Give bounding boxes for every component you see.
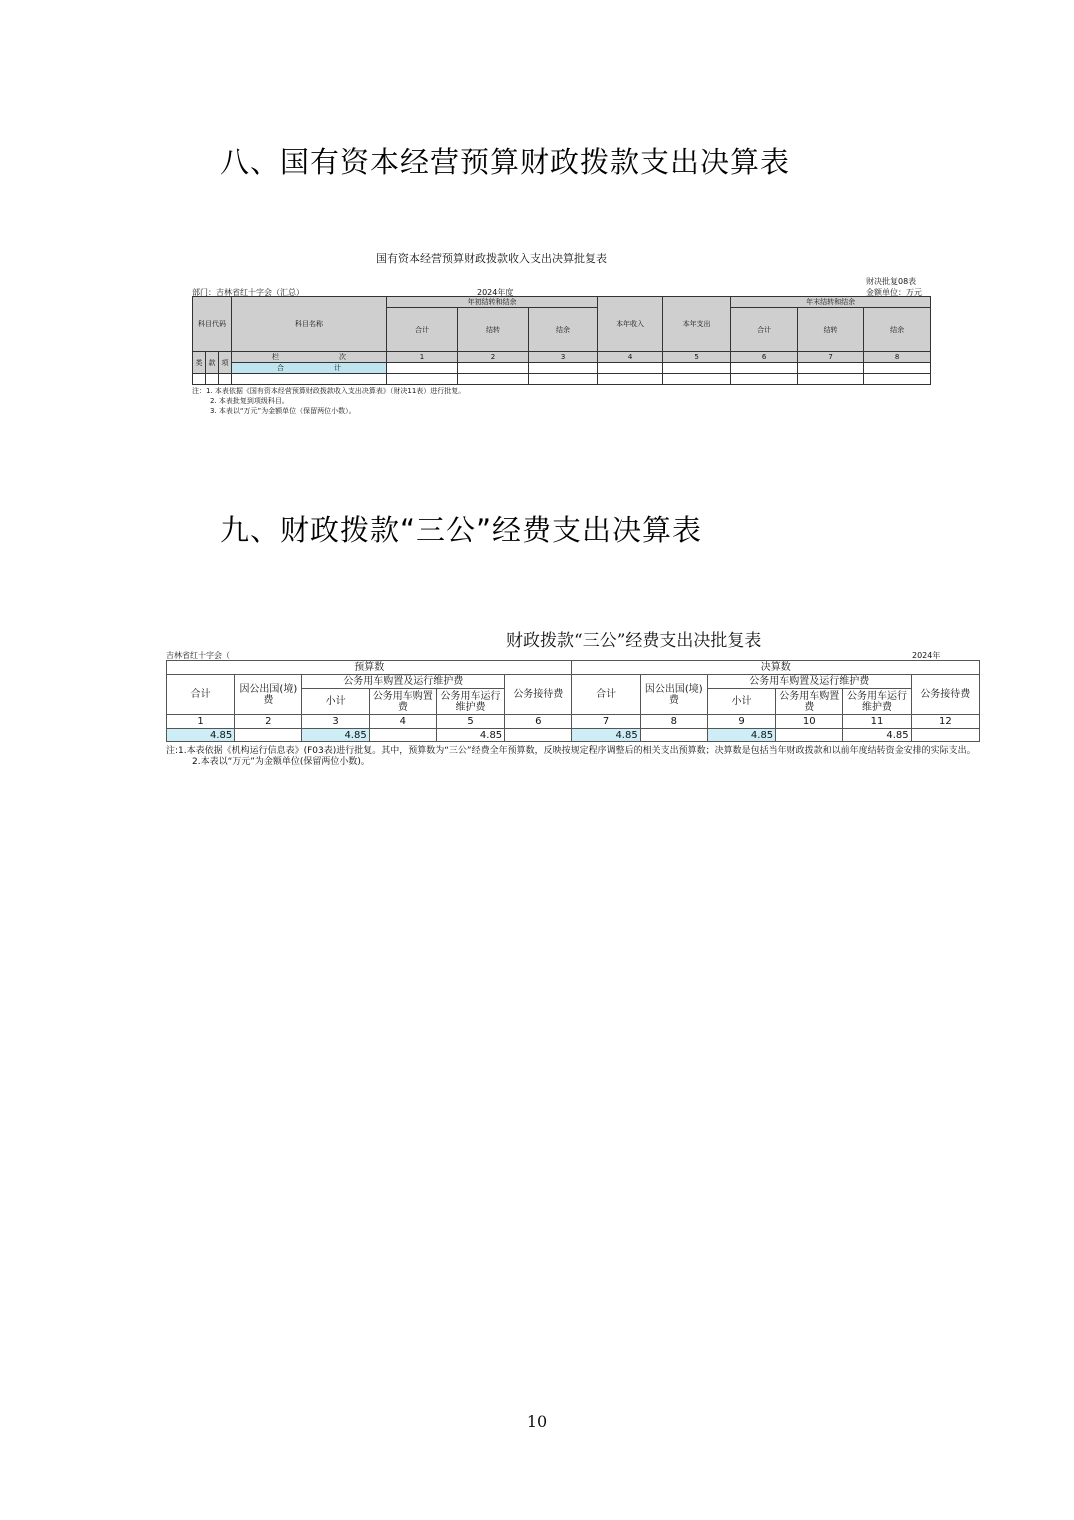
budget-group-header: 预算数 xyxy=(167,661,572,675)
section-8-title: 八、国有资本经营预算财政拨款支出决算表 xyxy=(220,145,791,179)
table2-notes xyxy=(166,746,980,768)
table-cell xyxy=(458,363,529,374)
header-abroad: 因公出国(境)费 xyxy=(640,675,707,715)
table-cell xyxy=(798,363,864,374)
header-reception: 公务接待费 xyxy=(505,675,572,715)
header-income: 本年收入 xyxy=(598,297,663,352)
table-cell xyxy=(864,363,931,374)
header-total: 合计 xyxy=(572,675,640,715)
value-final-subtotal: 4.85 xyxy=(707,729,775,742)
col-number: 6 xyxy=(505,715,572,729)
col-number: 7 xyxy=(572,715,640,729)
note-line: 注:1.本表依据《机构运行信息表》(F03表)进行批复。其中，预算数为“三公”经费全年预算数，反映按规定程序调整后的相关支出预算数；决算数是包括当年财政拨款和以前年度结转资金安排的实际支出。 xyxy=(166,746,976,756)
col-number: 5 xyxy=(663,352,731,363)
row-index-label: 栏 次 xyxy=(232,352,387,363)
value-final-abroad xyxy=(640,729,707,742)
value-budget-subtotal: 4.85 xyxy=(302,729,369,742)
header-subtotal: 小计 xyxy=(707,689,775,715)
header-begin-carry: 结转 xyxy=(458,308,529,352)
page-number: 10 xyxy=(526,1412,548,1431)
col-number: 9 xyxy=(707,715,775,729)
col-number: 12 xyxy=(911,715,979,729)
header-vehicle-maint: 公务用车运行维护费 xyxy=(843,689,911,715)
table-cell xyxy=(387,363,458,374)
header-reception: 公务接待费 xyxy=(911,675,979,715)
table-cell xyxy=(663,363,731,374)
value-budget-reception xyxy=(505,729,572,742)
col-number: 8 xyxy=(864,352,931,363)
value-final-vehicle-maint: 4.85 xyxy=(843,729,911,742)
col-number: 3 xyxy=(302,715,369,729)
header-total: 合计 xyxy=(167,675,235,715)
note-line: 3. 本表以“万元”为金额单位（保留两位小数）。 xyxy=(210,407,356,415)
table-cell xyxy=(219,374,232,385)
section-9-title: 九、财政拨款“三公”经费支出决算表 xyxy=(220,513,703,547)
table-cell xyxy=(798,374,864,385)
header-vehicle-group: 公务用车购置及运行维护费 xyxy=(707,675,911,689)
capital-budget-table xyxy=(192,296,931,385)
header-end-surplus: 结余 xyxy=(864,308,931,352)
header-vehicle-purchase: 公务用车购置费 xyxy=(776,689,843,715)
table1-title: 国有资本经营预算财政拨款收入支出决算批复表 xyxy=(376,252,607,265)
value-final-reception xyxy=(911,729,979,742)
col-number: 7 xyxy=(798,352,864,363)
header-vehicle-group: 公务用车购置及运行维护费 xyxy=(302,675,505,689)
header-end-total: 合计 xyxy=(731,308,798,352)
header-end-balance: 年末结转和结余 xyxy=(731,297,931,308)
table1-unit: 金额单位：万元 xyxy=(866,288,922,297)
header-begin-balance: 年初结转和结余 xyxy=(387,297,598,308)
header-vehicle-purchase: 公务用车购置费 xyxy=(369,689,436,715)
three-public-expense-table xyxy=(166,660,980,742)
table-cell xyxy=(731,374,798,385)
table-cell xyxy=(731,363,798,374)
table-cell xyxy=(598,374,663,385)
header-begin-total: 合计 xyxy=(387,308,458,352)
value-final-vehicle-purchase xyxy=(776,729,843,742)
col-number: 4 xyxy=(369,715,436,729)
value-budget-abroad xyxy=(235,729,302,742)
col-number: 3 xyxy=(529,352,598,363)
table2-org: 吉林省红十字会（ xyxy=(166,651,230,660)
col-number: 6 xyxy=(731,352,798,363)
table-cell xyxy=(387,374,458,385)
note-line: 2. 本表批复到项级科目。 xyxy=(210,397,289,405)
table-cell xyxy=(598,363,663,374)
table1-form-code: 财决批复08表 xyxy=(866,277,917,286)
value-budget-vehicle-maint: 4.85 xyxy=(436,729,504,742)
table-cell xyxy=(206,374,219,385)
table-cell xyxy=(663,374,731,385)
table-cell xyxy=(232,374,387,385)
col-number: 5 xyxy=(436,715,504,729)
header-subject-code: 科目代码 xyxy=(193,297,232,352)
header-vehicle-maint: 公务用车运行维护费 xyxy=(436,689,504,715)
total-row-label: 合 计 xyxy=(232,363,387,374)
col-number: 8 xyxy=(640,715,707,729)
value-budget-total: 4.85 xyxy=(167,729,235,742)
table-cell xyxy=(458,374,529,385)
header-expense: 本年支出 xyxy=(663,297,731,352)
col-number: 10 xyxy=(776,715,843,729)
final-group-header: 决算数 xyxy=(572,661,980,675)
table-cell xyxy=(529,374,598,385)
value-final-total: 4.85 xyxy=(572,729,640,742)
table1-department: 部门：吉林省红十字会（汇总） xyxy=(192,288,304,297)
header-subject-name: 科目名称 xyxy=(232,297,387,352)
table-cell xyxy=(193,374,206,385)
value-budget-vehicle-purchase xyxy=(369,729,436,742)
header-begin-surplus: 结余 xyxy=(529,308,598,352)
table1-year: 2024年度 xyxy=(477,288,514,297)
col-number: 1 xyxy=(387,352,458,363)
header-kuan: 款 xyxy=(206,352,219,374)
header-abroad: 因公出国(境)费 xyxy=(235,675,302,715)
table-cell xyxy=(864,374,931,385)
header-xiang: 项 xyxy=(219,352,232,374)
table1-notes xyxy=(192,386,465,416)
col-number: 1 xyxy=(167,715,235,729)
note-line: 2.本表以“万元”为金额单位(保留两位小数)。 xyxy=(192,757,370,767)
header-end-carry: 结转 xyxy=(798,308,864,352)
table2-title: 财政拨款“三公”经费支出决批复表 xyxy=(506,631,762,651)
col-number: 11 xyxy=(843,715,911,729)
table-cell xyxy=(529,363,598,374)
col-number: 2 xyxy=(235,715,302,729)
header-subtotal: 小计 xyxy=(302,689,369,715)
note-line: 注：1. 本表依据《国有资本经营预算财政拨款收入支出决算表》（财决11表）进行批复。 xyxy=(192,387,466,395)
col-number: 4 xyxy=(598,352,663,363)
table2-year: 2024年 xyxy=(912,651,941,660)
header-lei: 类 xyxy=(193,352,206,374)
col-number: 2 xyxy=(458,352,529,363)
